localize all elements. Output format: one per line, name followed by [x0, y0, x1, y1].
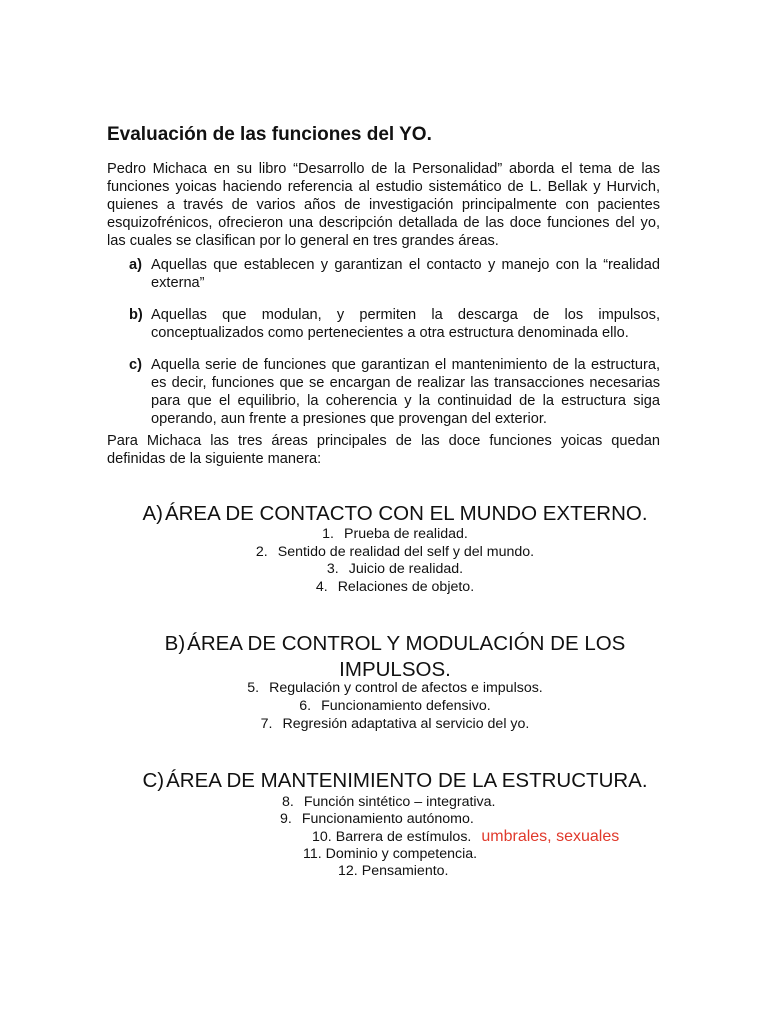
function-item: 11. Dominio y competencia. — [303, 846, 478, 862]
function-item: 4. Relaciones de objeto. — [315, 579, 475, 595]
function-item: 10. Barrera de estímulos. umbrales, sexuales — [312, 828, 620, 845]
handwritten-annotation: umbrales, sexuales — [481, 828, 620, 845]
second-paragraph: Para Michaca las tres áreas principales de las doce funciones yoicas quedan definidas de la siguiente manera: — [107, 433, 660, 467]
function-item: 7. Regresión adaptativa al servicio del yo. — [260, 716, 530, 732]
list-item-b — [129, 306, 660, 342]
item-text: Aquellas que establecen y garantizan el contacto y manejo con la “realidad externa” — [151, 257, 660, 291]
list-item-a — [129, 256, 660, 292]
item-letter: c) — [129, 357, 142, 373]
area-title: ÁREA DE CONTROL Y MODULACIÓN DE LOS — [187, 632, 626, 655]
function-item: 5. Regulación y control de afectos e impulsos. — [247, 680, 543, 696]
area-letter: A) — [142, 502, 163, 525]
item-letter: b) — [129, 307, 143, 323]
function-item: 2. Sentido de realidad del self y del mundo. — [255, 544, 535, 560]
area-c-heading — [107, 768, 683, 794]
item-text: Aquella serie de funciones que garantizan el mantenimiento de la estructura, es decir, funciones que se encargan de realizar las transacciones necesarias para que el equilibrio, la coherencia y la continuidad de la estructura siga operando, aun frente a presiones que provengan del exterior. — [151, 357, 660, 427]
area-b-heading — [107, 631, 683, 683]
item-text: Aquellas que modulan, y permiten la descarga de los impulsos, conceptualizados como pertenecientes a otra estructura denominada ello. — [151, 307, 660, 341]
area-a-heading — [107, 501, 683, 527]
function-item: 1. Prueba de realidad. — [322, 526, 468, 542]
document-title: Evaluación de las funciones del YO. — [107, 124, 432, 145]
function-item: 9. Funcionamiento autónomo. — [280, 811, 474, 827]
function-item: 8. Función sintético – integrativa. — [282, 794, 496, 810]
item-letter: a) — [129, 257, 142, 273]
area-title-continued: IMPULSOS. — [339, 658, 451, 681]
area-letter: B) — [164, 632, 186, 655]
intro-paragraph: Pedro Michaca en su libro “Desarrollo de la Personalidad” aborda el tema de las funciones yoicas haciendo referencia al estudio sistemático de L. Bellak y Hurvich, quienes a través de varios años de investigación principalmente con pacientes esquizofrénicos, ofrecieron una descripción detallada de las doce funciones del yo, las cuales se clasifican por lo general en tres grandes áreas. — [107, 161, 660, 249]
function-item: 6. Funcionamiento defensivo. — [299, 698, 491, 714]
function-item: 12. Pensamiento. — [338, 863, 449, 879]
area-letter: C) — [142, 769, 165, 792]
area-title: ÁREA DE MANTENIMIENTO DE LA ESTRUCTURA. — [166, 769, 648, 792]
list-item-c — [129, 356, 660, 428]
area-title: ÁREA DE CONTACTO CON EL MUNDO EXTERNO. — [164, 502, 648, 525]
function-item: 3. Juicio de realidad. — [326, 561, 464, 577]
